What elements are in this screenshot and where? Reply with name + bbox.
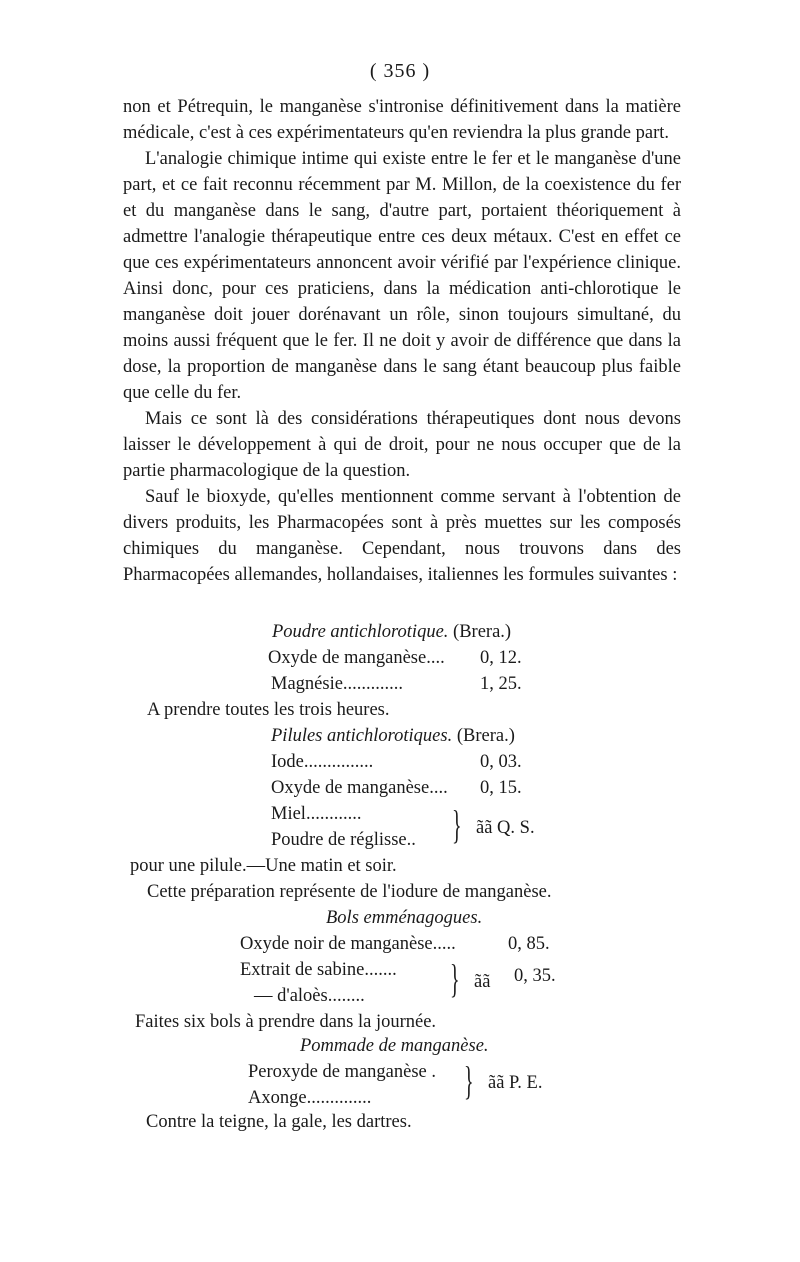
ingredient-name: — d'aloès........ (254, 986, 365, 1006)
ingredient-name: Oxyde noir de manganèse..... (240, 934, 456, 954)
ingredient-name: Poudre de réglisse.. (271, 830, 416, 850)
curly-brace: } (464, 1058, 474, 1103)
paragraph: non et Pétrequin, le manganèse s'intronise définitivement dans la matière médicale, c'est à ces expérimentateurs qu'en reviendra la plus grande part. (123, 97, 681, 143)
brace-quantity: 0, 35. (514, 966, 556, 986)
recipe-note: pour une pilule.—Une matin et soir. (130, 856, 397, 876)
recipe-title: Pilules antichlorotiques. (271, 726, 453, 746)
ingredient-name: Magnésie............. (271, 674, 404, 694)
ingredient-name: Axonge.............. (248, 1088, 372, 1108)
ingredient-name: Extrait de sabine....... (240, 960, 397, 980)
brace-quantity: ãã P. E. (488, 1073, 543, 1093)
recipe-title: Bols emménagogues. (326, 908, 483, 928)
ingredient-name: Oxyde de manganèse.... (271, 778, 448, 798)
paragraph: L'analogie chimique intime qui existe entre le fer et le manganèse d'une part, et ce fait reconnu récemment par M. Millon, de la coexistence du fer et du manganèse dans le sang, d'autre part, portaient théoriquement à admettre l'analogie thérapeutique entre ces deux métaux. C'est en effet ce que ces expérimentateurs annoncent avoir vérifié par l'expérience clinique. Ainsi donc, pour ces praticiens, dans la médication anti-chlorotique le manganèse doit jouer dorénavant un rôle, sinon toujours simultané, du moins aussi fréquent que le fer. Il ne doit y avoir de différence que dans la dose, la proportion de manganèse dans le sang étant beaucoup plus faible que celle du fer. (123, 149, 681, 403)
ingredient-qty: 0, 12. (480, 648, 522, 668)
brace-aa: ãã (474, 972, 491, 992)
ingredient-qty: 1, 25. (480, 674, 522, 694)
recipe-title: Poudre antichlorotique. (272, 622, 449, 642)
ingredient-row (271, 674, 403, 695)
recipe-note: A prendre toutes les trois heures. (147, 700, 390, 720)
recipe-source: (Brera.) (456, 726, 515, 746)
recipe-note: Faites six bols à prendre dans la journée. (135, 1012, 437, 1032)
page-number: ( 356 ) (369, 60, 431, 82)
body-text (123, 94, 681, 588)
ingredient-name: Iode............... (271, 752, 374, 772)
curly-brace: } (450, 956, 460, 1001)
brace-quantity: ãã Q. S. (476, 818, 535, 838)
recipe-title-line (272, 622, 511, 643)
recipe-note: Contre la teigne, la gale, les dartres. (146, 1112, 412, 1132)
recipe-source: (Brera.) (453, 622, 512, 642)
paragraph: Sauf le bioxyde, qu'elles mentionnent comme servant à l'obtention de divers produits, les Pharmacopées sont à près muettes sur les composés chimiques du manganèse. Cependant, nous trouvons dans des Pharmacopées allemandes, hollandaises, italiennes les formules suivantes : (123, 487, 681, 585)
curly-brace: } (452, 802, 462, 847)
paragraph: Mais ce sont là des considérations thérapeutiques dont nous devons laisser le développement à qui de droit, pour ne nous occuper que de la partie pharmacologique de la question. (123, 409, 681, 481)
ingredient-qty: 0, 85. (508, 934, 550, 954)
recipe-title-line (271, 726, 515, 747)
ingredient-qty: 0, 15. (480, 778, 522, 798)
recipe-title: Pommade de manganèse. (300, 1036, 489, 1056)
ingredient-name: Oxyde de manganèse.... (268, 648, 445, 668)
ingredient-name: Peroxyde de manganèse . (248, 1062, 437, 1082)
remark: Cette préparation représente de l'iodure de manganèse. (147, 882, 552, 902)
ingredient-name: Miel............ (271, 804, 362, 824)
ingredient-row (268, 648, 445, 669)
ingredient-qty: 0, 03. (480, 752, 522, 772)
